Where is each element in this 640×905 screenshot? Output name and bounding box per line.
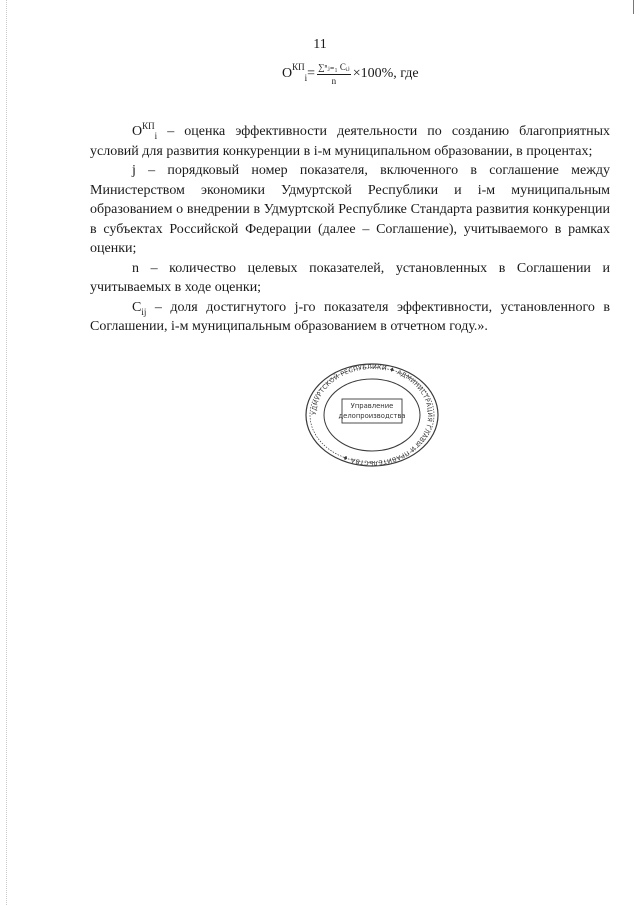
formula-lhs xyxy=(282,62,307,83)
definition-o-kp xyxy=(90,122,610,161)
formula-numerator: ∑ⁿⱼ₌₁ Cᵢⱼ xyxy=(317,62,351,75)
page-number: 11 xyxy=(313,37,327,52)
official-stamp xyxy=(302,362,442,468)
formula-lhs-sub: i xyxy=(304,73,308,84)
definition-text: – количество целевых показателей, установленных в Соглашении и учитываемых в ходе оценки; xyxy=(90,260,610,295)
formula-denominator: n xyxy=(331,76,337,86)
symbol-o: О xyxy=(132,124,143,139)
formula-lhs-sup: КП xyxy=(292,62,305,73)
symbol-j: j xyxy=(132,163,136,178)
formula-tail: ×100%, где xyxy=(352,66,419,82)
definition-text: – оценка эффективности деятельности по созданию благоприятных условий для развития конкуренции в i-м муниципальном образовании, в процентах; xyxy=(90,124,610,159)
formula-lhs-base: О xyxy=(282,66,293,82)
stamp-label-line2: делопроизводства xyxy=(338,412,406,420)
definition-cij xyxy=(90,298,610,337)
definitions xyxy=(90,122,610,337)
formula xyxy=(282,62,419,86)
corner-mark xyxy=(633,0,634,14)
stamp-label-line1: Управление xyxy=(350,402,394,410)
formula-fraction xyxy=(317,62,351,86)
symbol-n: n xyxy=(132,260,139,276)
definition-j xyxy=(90,161,610,259)
definition-n xyxy=(90,259,610,298)
definition-text: – порядковый номер показателя, включенного в соглашение между Министерством экономики Удмуртской Республики и i-м муниципальным образованием о внедрении в Удмуртской Республике Стандарта развития конкуренции в субъектах Российской Федерации (далее – Соглашение), учитываемого в рамках оценки; xyxy=(90,163,610,256)
stamp-ring-textpath: УДМУРТСКОЙ РЕСПУБЛИКИ ♦ АДМИНИСТРАЦИЯ ГЛАВЫ И ПРАВИТЕЛЬСТВА ♦ xyxy=(310,363,434,467)
scan-edge xyxy=(6,0,8,905)
symbol-o-sub: i xyxy=(154,130,158,141)
symbol-o-sup: КП xyxy=(142,121,155,131)
definition-text: – доля достигнутого j-го показателя эффективности, установленного в Соглашении, i-м муниципальным образованием в отчетном году.». xyxy=(90,299,610,334)
formula-equals: = xyxy=(307,66,316,82)
symbol-c: C xyxy=(132,299,142,315)
symbol-c-sub: ij xyxy=(141,306,147,317)
